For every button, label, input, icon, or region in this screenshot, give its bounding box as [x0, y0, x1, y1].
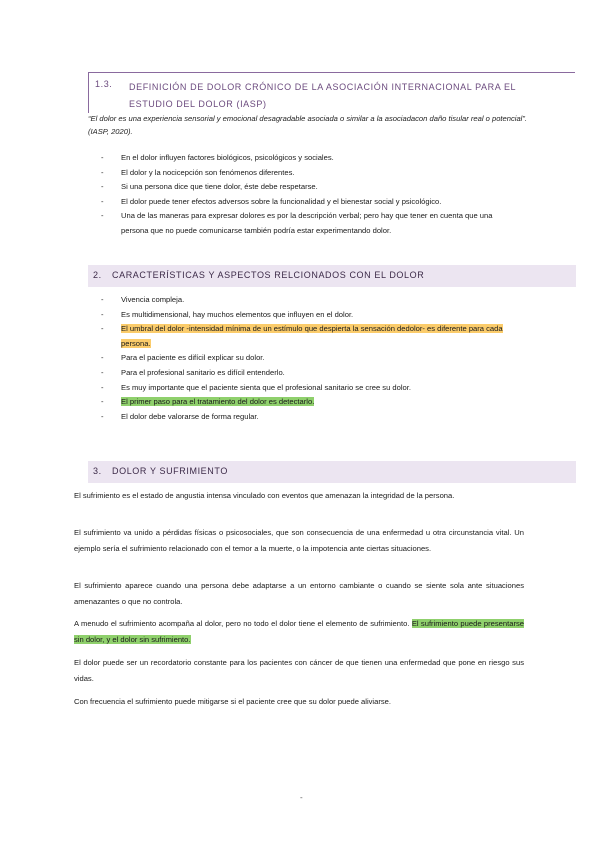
list-item: - Una de las maneras para expresar dolores es por la descripción verbal; pero hay que tener en cuenta que una persona que no puede comunicarse también podría estar experimentando dolor.	[101, 209, 521, 238]
list-item: - Es multidimensional, hay muchos elementos que influyen en el dolor.	[101, 308, 521, 323]
list-item: - Vivencia compleja.	[101, 293, 521, 308]
highlighted-text-green: El sufrimiento puede presentarse sin dolor, y el dolor sin sufrimiento.	[74, 619, 525, 644]
list-item: - El dolor debe valorarse de forma regular.	[101, 410, 521, 425]
list-item: - Para el paciente es difícil explicar su dolor.	[101, 351, 521, 366]
highlighted-text-green: El primer paso para el tratamiento del dolor es detectarlo.	[121, 397, 315, 407]
section-1-3-number: 1.3.	[95, 79, 113, 89]
paragraph: El sufrimiento va unido a pérdidas físicas o psicosociales, que son consecuencia de una enfermedad u otra circunstancia vital. Un ejemplo sería el sufrimiento relacionado con el temor a la muerte, o la impotencia ante ciertas situaciones.	[74, 528, 524, 553]
paragraph: El sufrimiento aparece cuando una persona debe adaptarse a un entorno cambiante o cuando se siente sola ante situaciones amenazantes o que no controla.	[74, 581, 524, 606]
section-2-number: 2.	[93, 270, 102, 280]
page-footer-mark: -	[300, 793, 303, 802]
list-item: - El dolor y la nocicepción son fenómenos diferentes.	[101, 166, 521, 181]
paragraph: Con frecuencia el sufrimiento puede mitigarse si el paciente cree que su dolor puede aliviarse.	[74, 697, 392, 706]
section-1-3-title: DEFINICIÓN DE DOLOR CRÓNICO DE LA ASOCIACIÓN INTERNACIONAL PARA EL ESTUDIO DEL DOLOR (IASP)	[129, 82, 516, 109]
section-3-title: DOLOR Y SUFRIMIENTO	[112, 466, 228, 476]
iasp-definition-quote: “El dolor es una experiencia sensorial y emocional desagradable asociada o similar a la asociadacon daño tisular real o potencial”. (IASP, 2020).	[88, 114, 528, 136]
paragraph: El dolor puede ser un recordatorio constante para los pacientes con cáncer de que tienen una enfermedad que pone en riesgo sus vidas.	[74, 658, 524, 683]
section-2-bullet-list	[101, 293, 521, 424]
list-item: - El dolor puede tener efectos adversos sobre la funcionalidad y el bienestar social y psicológico.	[101, 195, 521, 210]
highlighted-text-yellow: El umbral del dolor -intensidad mínima de un estímulo que despierta la sensación dedolor- es diferente para cada persona.	[121, 324, 503, 348]
paragraph	[74, 616, 524, 647]
paragraph-text: A menudo el sufrimiento acompaña al dolor, pero no todo el dolor tiene el elemento de sufrimiento.	[74, 619, 412, 628]
paragraph: El sufrimiento es el estado de angustia intensa vinculado con eventos que amenazan la integridad de la persona.	[74, 491, 455, 500]
list-item	[101, 395, 521, 410]
section-1-3-bullet-list	[101, 151, 521, 239]
section-1-3-heading	[88, 72, 575, 113]
list-item: - Es muy importante que el paciente sienta que el profesional sanitario se cree su dolor.	[101, 381, 521, 396]
list-item: - Para el profesional sanitario es difícil entenderlo.	[101, 366, 521, 381]
list-item	[101, 322, 521, 351]
list-item: - En el dolor influyen factores biológicos, psicológicos y sociales.	[101, 151, 521, 166]
section-3-number: 3.	[93, 466, 102, 476]
list-item: - Si una persona dice que tiene dolor, éste debe respetarse.	[101, 180, 521, 195]
section-3-heading	[88, 461, 576, 483]
section-2-title: CARACTERÍSTICAS Y ASPECTOS RELCIONADOS CON EL DOLOR	[112, 270, 425, 280]
section-2-heading	[88, 265, 576, 287]
